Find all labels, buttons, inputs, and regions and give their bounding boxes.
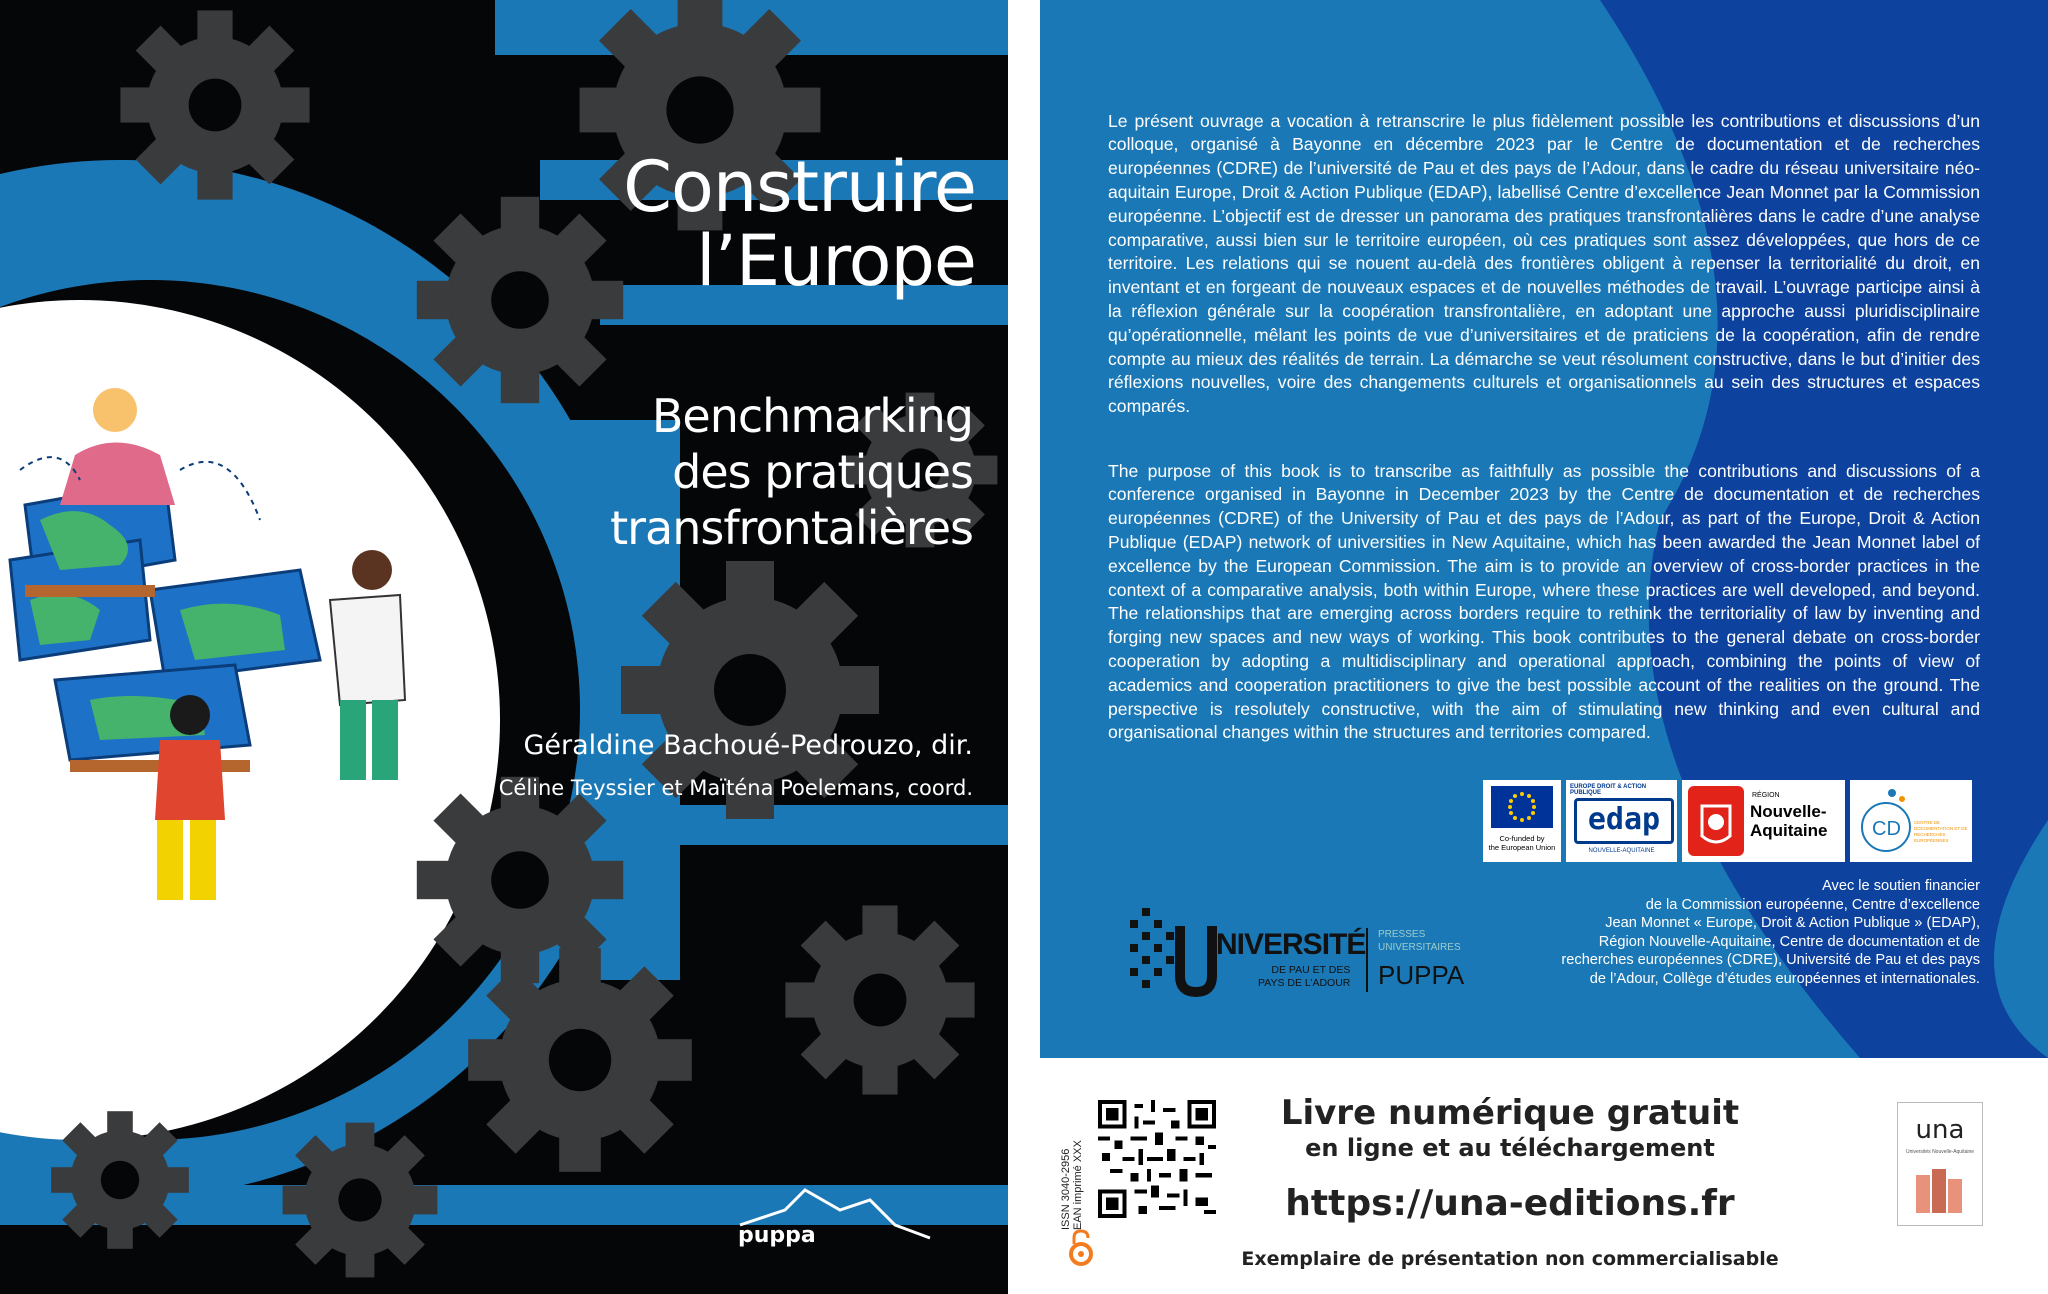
university-subname-line-1: DE PAU ET DES	[1271, 964, 1351, 976]
university-pixel-icon	[1128, 906, 1218, 1006]
issn-number: ISSN 3040-2956	[1060, 1148, 1072, 1230]
free-ebook-headline: Livre numérique gratuit	[1280, 1093, 1740, 1133]
cdre-logo	[1850, 780, 1972, 862]
support-line-2: de la Commission européenne, Centre d’excellence	[1645, 896, 1980, 913]
author-director: Géraldine Bachoué-Pedrouzo, dir.	[523, 730, 973, 761]
region-lion-icon	[1688, 786, 1744, 856]
website-link[interactable]: https://una-editions.fr	[1285, 1183, 1735, 1224]
una-caption: Universités Nouvelle-Aquitaine	[1905, 1149, 1975, 1155]
financial-support-text	[1510, 877, 1980, 989]
support-line-4: Région Nouvelle-Aquitaine, Centre de documentation et de	[1598, 933, 1980, 950]
region-small-label: RÉGION	[1752, 792, 1780, 799]
presses-line-2: UNIVERSITAIRES	[1378, 942, 1461, 953]
free-ebook-subheadline: en ligne et au téléchargement	[1305, 1134, 1715, 1162]
book-title	[623, 146, 976, 302]
subtitle-line-2: des pratiques	[672, 445, 973, 499]
region-name-line-2: Aquitaine	[1750, 821, 1828, 840]
edap-top-text: EUROPE DROIT & ACTION PUBLIQUE	[1570, 784, 1647, 796]
university-subname	[1258, 964, 1350, 990]
eu-flag-icon	[1491, 786, 1553, 828]
eu-logo	[1483, 780, 1561, 862]
edap-bottom-text: NOUVELLE-AQUITAINE	[1588, 848, 1655, 854]
university-logo	[1128, 906, 1508, 1006]
region-name-line-1: Nouvelle-	[1750, 802, 1827, 821]
book-subtitle	[610, 388, 973, 556]
support-line-5: recherches européennes (CDRE), Université de Pau et des pays	[1561, 952, 1980, 969]
support-line-3: Jean Monnet « Europe, Droit & Action Publique » (EDAP),	[1605, 915, 1980, 932]
cdre-emblem-icon	[1856, 783, 1916, 859]
logo-divider	[1366, 928, 1368, 992]
una-wordmark: una	[1915, 1115, 1965, 1145]
subtitle-line-3: transfrontalières	[610, 501, 973, 555]
una-logo	[1897, 1102, 1983, 1226]
puppa-mountain-icon	[730, 1180, 960, 1260]
ean-number: EAN imprimé XXX	[1072, 1140, 1084, 1230]
una-books-icon	[1912, 1161, 1972, 1219]
issn-block	[1060, 1100, 1100, 1270]
open-access-icon	[1068, 1228, 1094, 1268]
issn-text	[1060, 1100, 1084, 1230]
presses-label	[1378, 928, 1461, 954]
presentation-disclaimer: Exemplaire de présentation non commercialisable	[1241, 1248, 1779, 1270]
publisher-logo-text: puppa	[738, 1223, 816, 1248]
eu-caption-line-1: Co-funded by	[1499, 834, 1545, 843]
subtitle-line-1: Benchmarking	[651, 389, 973, 443]
description-french: Le présent ouvrage a vocation à retranscrire le plus fidèlement possible les contributions et discussions d’un colloque, organisé à Bayonne en décembre 2023 par le Centre de documentation et de recherches européennes (CDRE) de l’université de Pau et des pays de l’Adour, dans le cadre du réseau universitaire néo-aquitain Europe, Droit & Action Publique (EDAP), labellisé Centre d’excellence Jean Monnet par la Commission européenne. L’objectif est de dresser un panorama des pratiques transfrontalières dans le cadre d’une analyse comparative, aussi bien sur le territoire européen, où ces pratiques sont assez développées, que hors de ce territoire. Les relations qui se nouent au-delà des frontières obligent à repenser la territorialité du droit, en inventant et en forgeant de nouveaux espaces et de nouvelles méthodes de travail. L’ouvrage participe ainsi à la réflexion générale sur la coopération transfrontalière, en adoptant une approche aussi pluridisciplinaire qu’opérationnelle, mêlant les points de vue d’universitaires et de praticiens de la coopération, afin de rendre compte au mieux des réalités de terrain. La démarche se veut résolument constructive, dans le but d’initier des réflexions nouvelles, voire des changements culturels et organisationnels au sein des structures et espaces comparés.	[1108, 110, 1980, 417]
author-coordinators: Céline Teyssier et Maïténa Poelemans, coord.	[498, 776, 973, 800]
university-subname-line-2: PAYS DE L’ADOUR	[1258, 977, 1351, 989]
svg-text:CD: CD	[1872, 818, 1901, 840]
support-line-6: de l’Adour, Collège d’études européennes et internationales.	[1589, 970, 1980, 987]
edap-wordmark: edap	[1574, 798, 1674, 844]
description-english: The purpose of this book is to transcribe as faithfully as possible the contributions and discussions of a conference organised in Bayonne in December 2023 by the Centre de documentation et de recherches européennes (CDRE) of the University of Pau et des pays de l’Adour, as part of the Europe, Droit & Action Publique (EDAP) network of universities in New Aquitaine, which has been awarded the Jean Monnet label of excellence by the European Commission. The aim is to provide an overview of cross-border practices in the context of a comparative analysis, both within Europe, where these practices are well developed, and beyond. The relationships that are emerging across borders require to rethink the territoriality of law by inventing and forging new spaces and new ways of working. This book contributes to the general debate on cross-border cooperation by adopting a multidisciplinary and operational approach, combining the points of view of academics and cooperation practitioners to give the best possible account of the realities on the ground. The perspective is resolutely constructive, with the aim of stimulating new thinking and even cultural and organisational changes within the structures and territories compared.	[1108, 460, 1980, 743]
edap-logo	[1566, 780, 1677, 862]
region-logo	[1682, 780, 1845, 862]
title-line-2: l’Europe	[696, 220, 976, 302]
back-cover	[1040, 0, 2048, 1058]
cdre-caption: CENTRE DE DOCUMENTATION ET DE RECHERCHES EUROPÉENNES	[1914, 820, 1968, 843]
support-line-1: Avec le soutien financier	[1822, 878, 1980, 894]
presses-name: PUPPA	[1378, 960, 1465, 990]
presses-line-1: PRESSES	[1378, 929, 1426, 940]
eu-caption	[1483, 834, 1561, 852]
title-line-1: Construire	[623, 146, 976, 228]
university-name: NIVERSITÉ	[1216, 928, 1366, 961]
eu-caption-line-2: the European Union	[1488, 843, 1556, 852]
region-name	[1750, 802, 1827, 840]
front-cover	[0, 0, 1008, 1294]
